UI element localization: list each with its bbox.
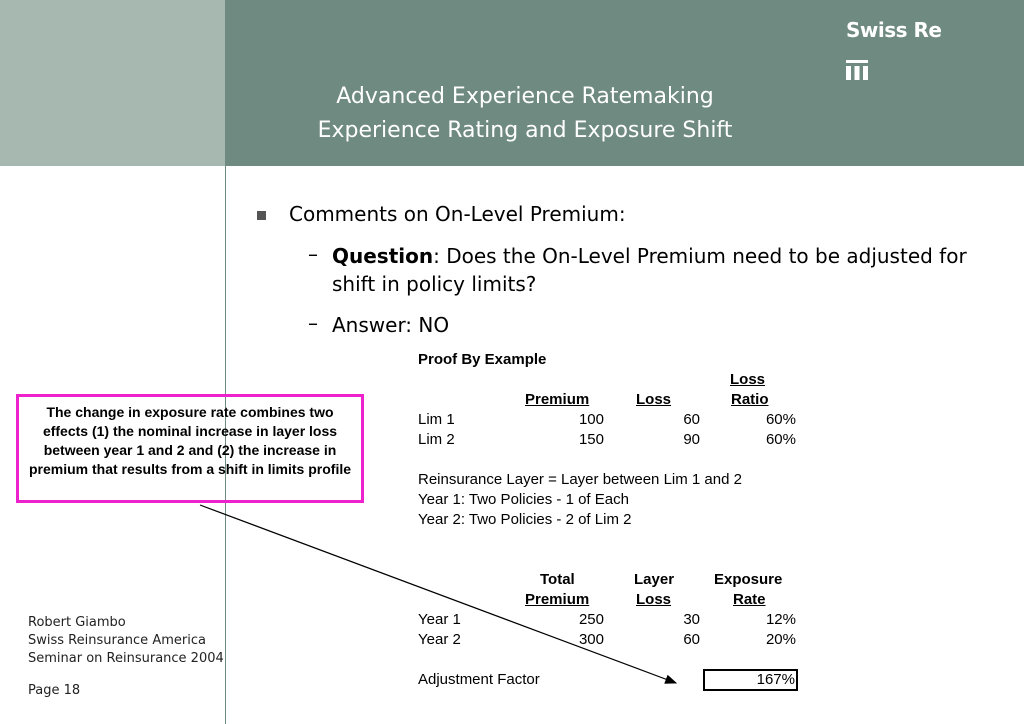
slide-title-line2: Experience Rating and Exposure Shift (317, 118, 733, 143)
adjustment-label: Adjustment Factor (418, 671, 540, 688)
question-body: : Does the On-Level Premium need to be adjusted for shift in policy limits? (332, 244, 967, 296)
row-loss: 60 (683, 631, 700, 648)
footer-author: Robert Giambo (28, 615, 126, 630)
header-loss-ratio-1: Loss (730, 371, 766, 388)
header-layer: Layer (634, 571, 675, 588)
row-ratio: 60% (765, 411, 796, 428)
row-premium: 150 (578, 431, 604, 448)
row-loss: 30 (683, 611, 700, 628)
dash-icon: – (308, 311, 318, 335)
dash-icon: – (308, 242, 318, 266)
row-rate: 20% (765, 631, 796, 648)
header-premium: Premium (525, 591, 590, 608)
row-premium: 100 (578, 411, 604, 428)
slide-title-line1: Advanced Experience Ratemaking (336, 84, 714, 109)
row-label: Lim 2 (418, 431, 455, 448)
header-loss: Loss (636, 391, 672, 408)
answer-text: Answer: NO (332, 313, 450, 337)
note-line: Reinsurance Layer = Layer between Lim 1 and 2 (418, 471, 742, 488)
brand-name: Swiss Re (846, 18, 942, 42)
row-label: Lim 1 (418, 411, 455, 428)
row-label: Year 2 (418, 631, 461, 648)
row-ratio: 60% (765, 431, 796, 448)
footer-seminar: Seminar on Reinsurance 2004 (28, 651, 224, 666)
callout-box: The change in exposure rate combines two effects (1) the nominal increase in layer loss between year 1 and 2 and (2) the increase in premium that results from a shift in limits profile (16, 394, 364, 503)
row-loss: 60 (683, 411, 700, 428)
header-total: Total (540, 571, 575, 588)
header-exposure: Exposure (714, 571, 783, 588)
header-loss-ratio-2: Ratio (731, 391, 769, 408)
row-loss: 90 (683, 431, 700, 448)
proof-title: Proof By Example (418, 351, 547, 368)
row-label: Year 1 (418, 611, 461, 628)
footer-company: Swiss Reinsurance America (28, 633, 206, 648)
question-label: Question (332, 244, 434, 268)
page-number: Page 18 (28, 683, 81, 698)
header-rate: Rate (733, 591, 766, 608)
row-premium: 250 (578, 611, 604, 628)
header-loss: Loss (636, 591, 672, 608)
row-premium: 300 (578, 631, 604, 648)
note-line: Year 2: Two Policies - 2 of Lim 2 (418, 511, 632, 528)
adjustment-value: 167% (756, 671, 795, 688)
row-rate: 12% (765, 611, 796, 628)
bullet-comments: Comments on On-Level Premium: (289, 202, 626, 226)
header-premium: Premium (525, 391, 590, 408)
note-line: Year 1: Two Policies - 1 of Each (418, 491, 629, 508)
